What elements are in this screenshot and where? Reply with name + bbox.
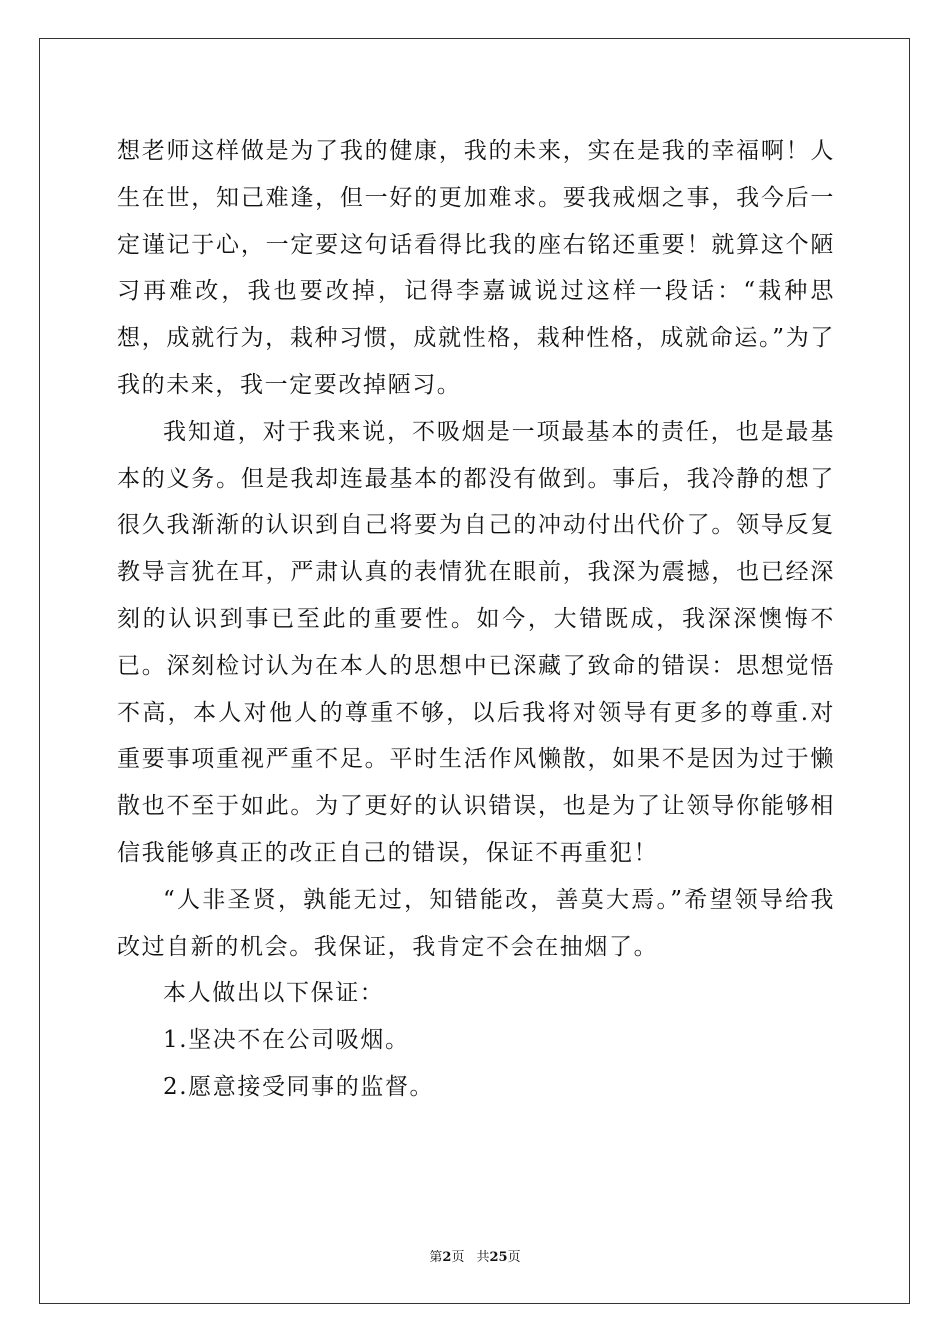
page-prefix: 第 [429, 1250, 443, 1265]
paragraph-1: 想老师这样做是为了我的健康，我的未来，实在是我的幸福啊！人生在世，知己难逢，但一好的更加难求。要我戒烟之事，我今后一定谨记于心，一定要这句话看得比我的座右铭还重要！就算这个陋习再难改，我也要改掉，记得李嘉诚说过这样一段话：“栽种思想，成就行为，栽种习惯，成就性格，栽种性格，成就命运。”为了我的未来，我一定要改掉陋习。 [117, 138, 835, 398]
page-footer [0, 1246, 950, 1265]
paragraph-2: 我知道，对于我来说，不吸烟是一项最基本的责任，也是最基本的义务。但是我却连最基本的都没有做到。事后，我冷静的想了很久我渐渐的认识到自己将要为自己的冲动付出代价了。领导反复教导言犹在耳，严肃认真的表情犹在眼前，我深为震撼，也已经深刻的认识到事已至此的重要性。如今，大错既成，我深深懊悔不已。深刻检讨认为在本人的思想中已深藏了致命的错误：思想觉悟不高，本人对他人的尊重不够，以后我将对领导有更多的尊重.对重要事项重视严重不足。平时生活作风懒散，如果不是因为过于懒散也不至于如此。为了更好的认识错误，也是为了让领导你能够相信我能够真正的改正自己的错误，保证不再重犯！ [117, 418, 835, 866]
list-item-1: 1.坚决不在公司吸烟。 [163, 1027, 410, 1054]
document-body [117, 128, 835, 1111]
page-suffix: 页 [451, 1250, 465, 1265]
page-number: 2 [442, 1250, 452, 1265]
total-suffix: 页 [507, 1250, 521, 1265]
paragraph-3: “人非圣贤，孰能无过，知错能改，善莫大焉。”希望领导给我改过自新的机会。我保证，我肯定不会在抽烟了。 [117, 886, 835, 960]
total-pages: 25 [489, 1250, 508, 1265]
paragraph-4: 本人做出以下保证： [163, 980, 385, 1007]
list-item-2: 2.愿意接受同事的监督。 [163, 1073, 435, 1100]
total-prefix: 共 [476, 1250, 490, 1265]
